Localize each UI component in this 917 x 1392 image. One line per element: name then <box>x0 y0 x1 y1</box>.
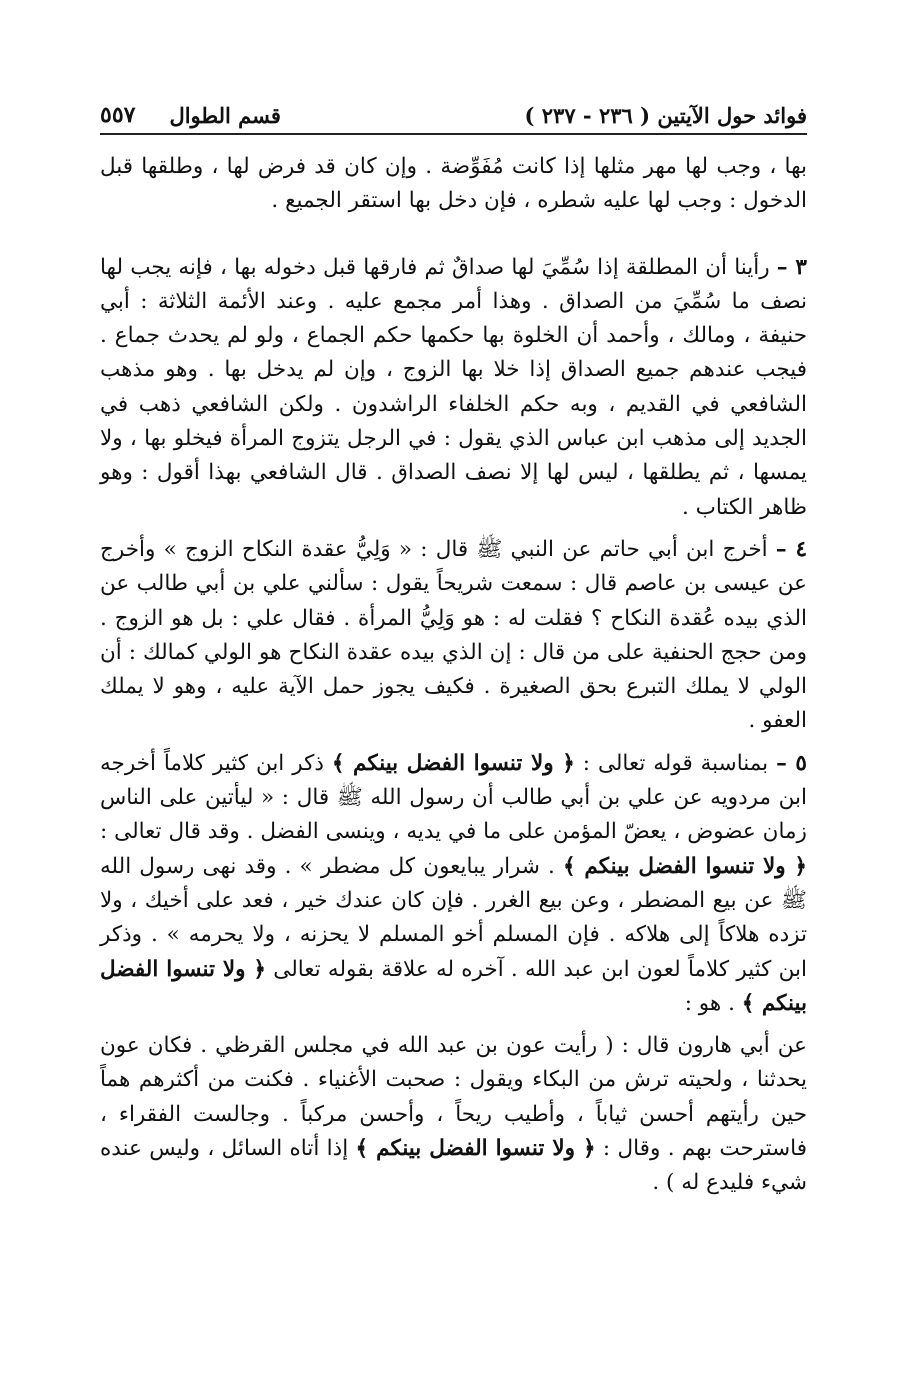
quran-quote: ﴿ ولا تنسوا الفضل بينكم ﴾ <box>355 1136 596 1162</box>
paragraph-quote-abu-harun <box>100 1029 807 1200</box>
page-body <box>100 150 807 1201</box>
text-segment: رأينا أن المطلقة إذا سُمِّيَ لها صداقٌ ثم فارقها قبل دخوله بها ، فإنه يجب لها نصف ما سُمِّيَ من الصداق . وهذا أمر مجمع عليه . وعند الأئمة الثلاثة : أبي حنيفة ، ومالك ، وأحمد أن الخلوة بها حكمها حكم الجماع ، ولو لم يحدث جماع . فيجب عندهم جميع الصداق إذا خلا بها الزوج ، وإن لم يدخل بها . وهو مذهب الشافعي في القديم ، وبه حكم الخلفاء الراشدون . ولكن الشافعي ذهب في الجديد إلى مذهب ابن عباس الذي يقول : في الرجل يتزوج المرأة فيخلو بها ، ولا يمسها ، ثم يطلقها ، ليس لها إلا نصف الصداق . قال الشافعي بهذا أقول : وهو ظاهر الكتاب . <box>100 254 807 520</box>
quran-quote: ﴿ ولا تنسوا الفضل بينكم ﴾ <box>563 853 808 879</box>
text-segment: أخرج ابن أبي حاتم عن النبي ﷺ قال : « وَلِيُّ عقدة النكاح الزوج » وأخرج عن عيسى بن عاصم قال : سمعت شريحاً يقول : سألني علي بن أبي طالب عن الذي بيده عُقدة النكاح ؟ فقلت له : هو وَلِيُّ المرأة . فقال علي : بل هو الزوج . ومن حجج الحنفية على من قال : إن الذي بيده عقدة النكاح هو الولي كمالك : أن الولي لا يملك التبرع بحق الصغيرة . فكيف يجوز حمل الآية عليه ، وهو لا يملك العفو . <box>100 536 807 734</box>
text-segment: عن أبي هارون قال : ( رأيت عون بن عبد الله في مجلس القرظي . فكان عون يحدثنا ، ولحيته ترش من البكاء ويقول : صحبت الأغنياء . فكنت من أكثرهم هماً حين رأيتهم أحسن ثياباً ، وأطيب ريحاً ، وأحسن مركباً . وجالست الفقراء ، فاسترحت بهم . وقال : <box>100 1033 808 1162</box>
paragraph-point-3 <box>100 251 807 525</box>
text-segment: ذكر ابن كثير كلاماً أخرجه ابن مردويه عن علي بن أبي طالب أن رسول الله ﷺ قال : « ليأتين على الناس زمان عضوض ، يعضّ المؤمن على ما في يديه ، وينسى الفضل . وقد قال تعالى : <box>100 750 807 845</box>
header-rule <box>100 133 807 135</box>
point-number: ٥ – <box>776 750 807 776</box>
point-number: ٤ – <box>775 536 807 562</box>
text-segment: بمناسبة قوله تعالى : <box>574 750 769 776</box>
text-segment: إذا أتاه السائل ، وليس عنده شيء فليدع له ) . <box>100 1136 807 1196</box>
paragraph-continuation <box>100 150 807 219</box>
header-left-group <box>100 102 281 128</box>
paragraph-point-4 <box>100 533 807 739</box>
running-header <box>100 88 807 128</box>
text-segment: . شرار يبايعون كل مضطر » . وقد نهى رسول الله ﷺ عن بيع المضطر ، وعن بيع الغرر . فإن كان عندك خير ، فعد على أخيك ، ولا تزده هلاكاً إلى هلاكه . فإن المسلم أخو المسلم لا يحزنه ، ولا يحرمه » . وذكر ابن كثير كلاماً لعون ابن عبد الله . آخره له علاقة بقوله تعالى <box>100 853 807 982</box>
quran-quote: ﴿ ولا تنسوا الفضل بينكم ﴾ <box>331 750 575 776</box>
paragraph-point-5 <box>100 747 807 1021</box>
header-title: فوائد حول الآيتين ( ٢٣٦ - ٢٣٧ ) <box>524 103 807 128</box>
header-section: قسم الطوال <box>169 103 281 128</box>
text-segment: بها ، وجب لها مهر مثلها إذا كانت مُفَوِّضة . وإن كان قد فرض لها ، وطلقها قبل الدخول : وجب لها عليه شطره ، فإن دخل بها استقر الجميع . <box>100 154 807 214</box>
page-number: ٥٥٧ <box>100 102 136 128</box>
text-segment: . هو : <box>684 990 735 1016</box>
point-number: ٣ – <box>776 254 807 280</box>
quran-quote: ﴿ ولا تنسوا الفضل بينكم ﴾ <box>100 956 807 1016</box>
